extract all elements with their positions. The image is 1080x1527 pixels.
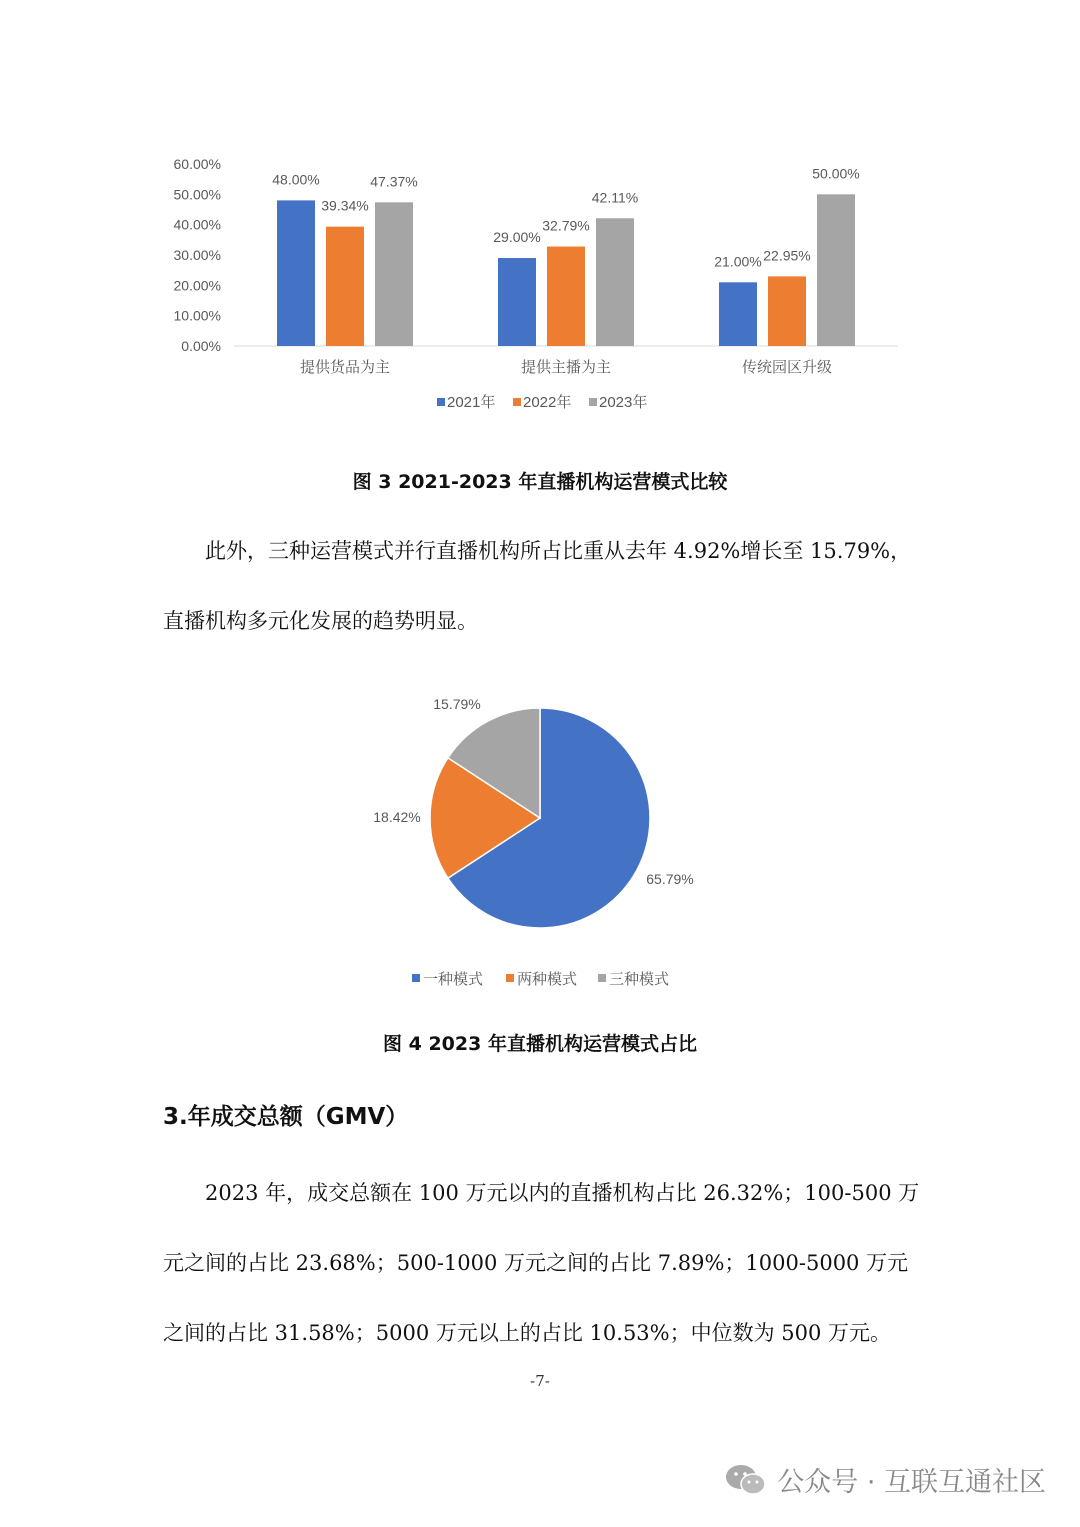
watermark	[725, 1460, 1046, 1499]
category-label: 提供主播为主	[520, 359, 612, 376]
pie-chart	[0, 680, 1080, 1000]
y-tick-label: 0.00%	[181, 338, 221, 354]
legend-swatch	[437, 398, 445, 406]
legend-label: 两种模式	[517, 971, 578, 988]
bar	[547, 247, 585, 346]
y-tick-label: 20.00%	[173, 277, 221, 294]
y-tick-label: 40.00%	[173, 216, 221, 233]
slice-label: 65.79%	[646, 871, 694, 887]
legend-swatch	[412, 974, 420, 982]
data-label: 39.34%	[321, 197, 369, 214]
legend-label: 2023年	[599, 394, 648, 411]
data-label: 42.11%	[591, 189, 639, 206]
data-label: 48.00%	[272, 171, 320, 188]
paragraph-1: 此外，三种运营模式并行直播机构所占比重从去年 4.92%增长至 15.79%，直播机构多元化发展的趋势明显。	[163, 539, 912, 633]
legend-label: 三种模式	[609, 971, 670, 988]
data-label: 50.00%	[812, 165, 860, 182]
data-label: 21.00%	[714, 253, 762, 270]
bar	[817, 194, 855, 346]
paragraph-2: 2023 年，成交总额在 100 万元以内的直播机构占比 26.32%；100-500 万元之间的占比 23.68%；500-1000 万元之间的占比 7.89%；1000-5000 万元之间的占比 31.58%；5000 万元以上的占比 10.53%；中位数为 500 万元。	[163, 1181, 920, 1345]
wechat-icon	[725, 1463, 767, 1497]
data-label: 22.95%	[763, 247, 811, 264]
slice-label: 15.79%	[433, 696, 481, 712]
page-number: -7-	[530, 1372, 550, 1390]
watermark-text: 公众号 · 互联互通社区	[777, 1467, 1046, 1498]
legend-label: 2021年	[447, 394, 496, 411]
legend-label: 一种模式	[423, 971, 484, 988]
bar	[596, 218, 634, 346]
category-label: 提供货品为主	[299, 359, 391, 376]
slice-label: 18.42%	[373, 809, 421, 825]
data-label: 47.37%	[370, 173, 418, 190]
bar	[498, 258, 536, 346]
legend-label: 2022年	[523, 394, 572, 411]
bar	[719, 282, 757, 346]
legend-swatch	[513, 398, 521, 406]
legend-swatch	[589, 398, 597, 406]
y-tick-label: 50.00%	[173, 186, 221, 203]
y-tick-label: 10.00%	[173, 307, 221, 324]
data-label: 29.00%	[493, 229, 541, 246]
bar	[277, 200, 315, 346]
category-label: 传统园区升级	[741, 359, 833, 376]
y-tick-label: 60.00%	[173, 156, 221, 172]
legend-swatch	[506, 974, 514, 982]
bar	[326, 227, 364, 346]
bar	[768, 276, 806, 346]
y-tick-label: 30.00%	[173, 247, 221, 263]
data-label: 32.79%	[542, 217, 590, 234]
legend-swatch	[598, 974, 606, 982]
bar-chart	[0, 140, 1080, 430]
section-heading: 3.年成交总额（GMV）	[163, 1104, 409, 1130]
bar	[375, 202, 413, 346]
figure-4-caption: 图 4 2023 年直播机构运营模式占比	[383, 1033, 697, 1055]
figure-3-caption: 图 3 2021-2023 年直播机构运营模式比较	[352, 471, 728, 493]
